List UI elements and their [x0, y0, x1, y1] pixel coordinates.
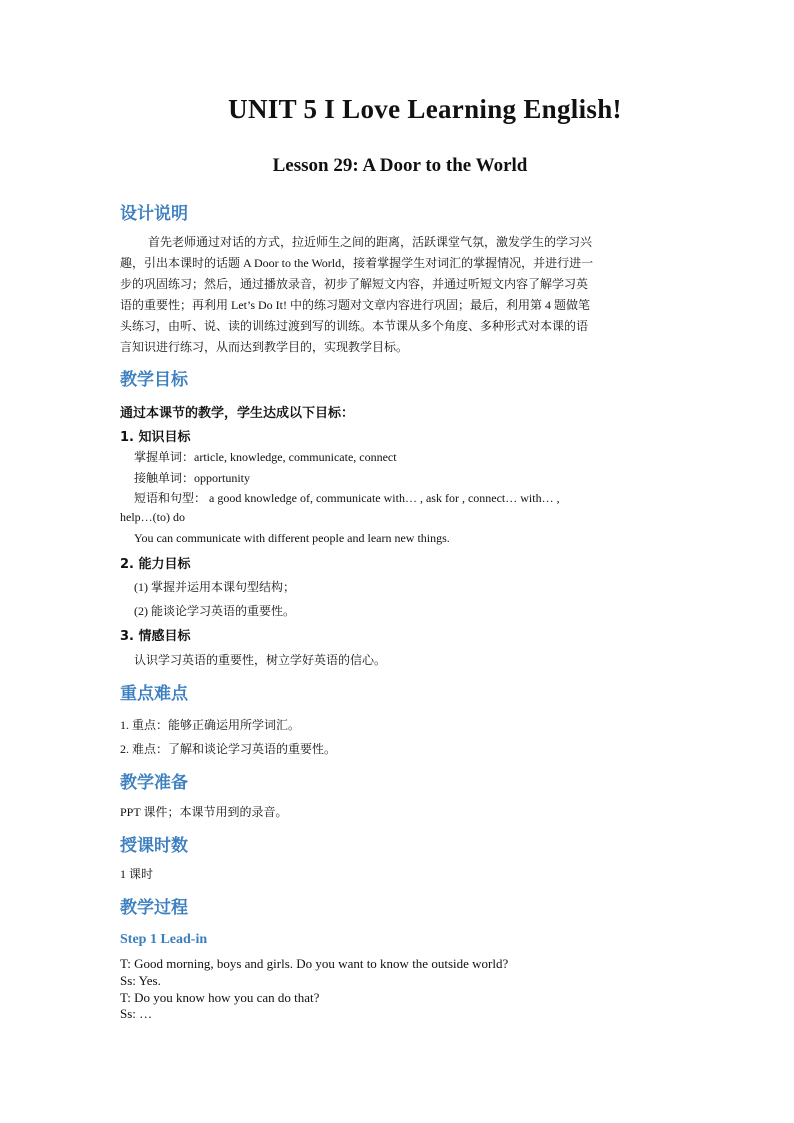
- design-line-3: 步的巩固练习；然后，通过播放录音，初步了解短文内容，并通过听短文内容了解学习英: [120, 277, 589, 291]
- section-heading-goals: 教学目标: [120, 370, 188, 390]
- design-line-4: 语的重要性；再利用 Let’s Do It! 中的练习题对文章内容进行巩固；最后，利用第 4 题做笔: [120, 298, 590, 312]
- dialogue-line-3: T: Do you know how you can do that?: [120, 990, 320, 1005]
- contact-words: 接触单词：opportunity: [134, 471, 250, 485]
- knowledge-goal-title: 1. 知识目标: [120, 430, 191, 445]
- hours-text: 1 课时: [120, 867, 154, 881]
- dialogue-line-4: Ss: …: [120, 1006, 153, 1021]
- phrases-line-2: help…(to) do: [120, 510, 185, 524]
- goals-intro: 通过本课节的教学，学生达成以下目标：: [120, 406, 355, 421]
- ability-item-2: (2) 能谈论学习英语的重要性。: [134, 604, 295, 618]
- section-heading-hours: 授课时数: [120, 836, 188, 856]
- step-1-heading: Step 1 Lead-in: [120, 932, 208, 947]
- lesson-title: Lesson 29: A Door to the World: [272, 155, 528, 176]
- section-heading-design: 设计说明: [120, 204, 188, 224]
- key-point-1: 1. 重点：能够正确运用所学词汇。: [120, 718, 301, 732]
- section-heading-prep: 教学准备: [120, 773, 188, 793]
- design-line-2: 趣，引出本课时的话题 A Door to the World，接着掌握学生对词汇的掌握情况，并进行进一: [120, 256, 594, 270]
- design-line-6: 言知识进行练习，从而达到教学目的，实现教学目标。: [120, 340, 409, 354]
- design-line-1: 首先老师通过对话的方式，拉近师生之间的距离，活跃课堂气氛，激发学生的学习兴: [148, 235, 593, 249]
- dialogue-line-1: T: Good morning, boys and girls. Do you want to know the outside world?: [120, 956, 509, 971]
- phrases-line-1: 短语和句型： a good knowledge of, communicate with… , ask for , connect… with… ,: [134, 491, 560, 505]
- unit-title: UNIT 5 I Love Learning English!: [228, 94, 622, 124]
- master-words: 掌握单词：article, knowledge, communicate, connect: [134, 450, 397, 464]
- prep-text: PPT 课件；本课节用到的录音。: [120, 805, 288, 819]
- section-heading-key-points: 重点难点: [120, 684, 188, 704]
- key-sentence: You can communicate with different people and learn new things.: [134, 531, 450, 545]
- key-point-2: 2. 难点：了解和谈论学习英语的重要性。: [120, 742, 337, 756]
- section-heading-process: 教学过程: [120, 898, 188, 918]
- ability-item-1: (1) 掌握并运用本课句型结构；: [134, 580, 295, 594]
- emotion-item-1: 认识学习英语的重要性，树立学好英语的信心。: [134, 653, 387, 667]
- ability-goal-title: 2. 能力目标: [120, 557, 191, 572]
- design-line-5: 头练习，由听、说、读的训练过渡到写的训练。本节课从多个角度、多种形式对本课的语: [120, 319, 589, 333]
- emotion-goal-title: 3. 情感目标: [120, 629, 191, 644]
- dialogue-line-2: Ss: Yes.: [120, 973, 161, 988]
